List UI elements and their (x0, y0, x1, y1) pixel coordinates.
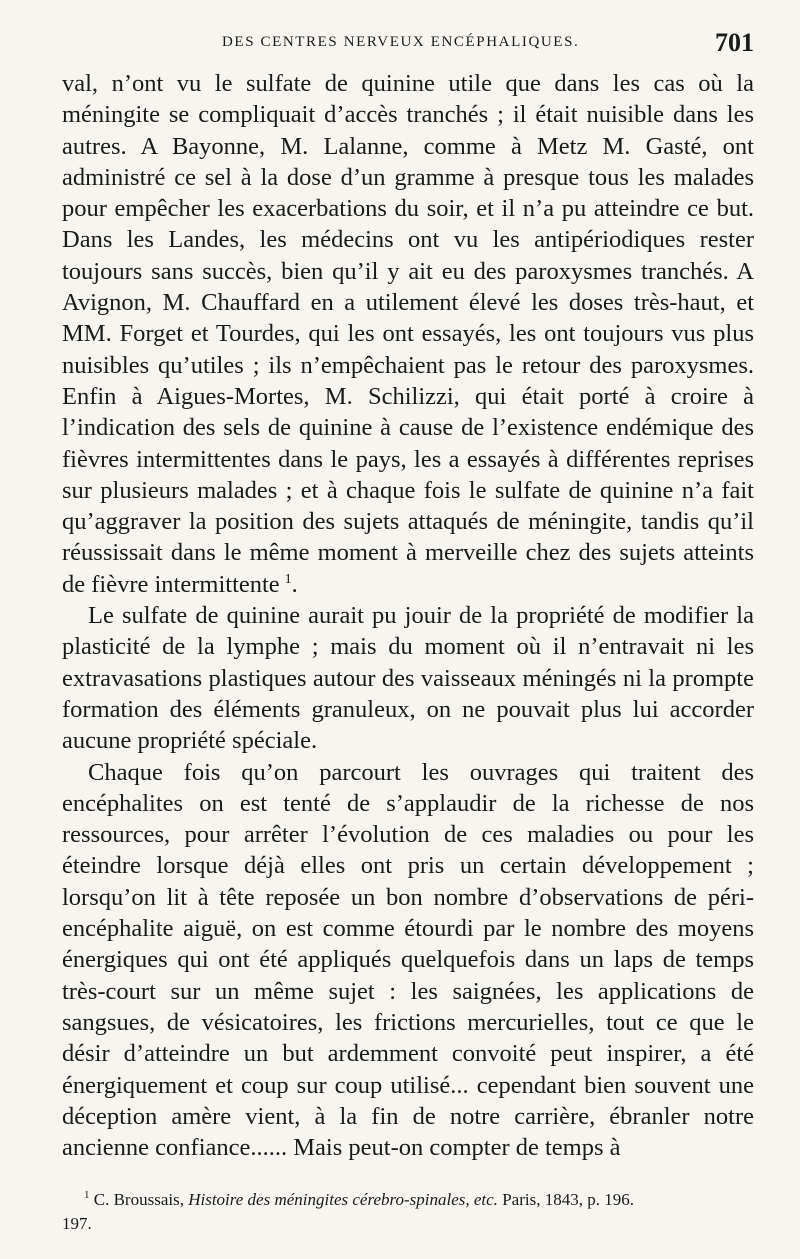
footnote-reference[interactable]: 1 (284, 571, 292, 587)
footnote-line (62, 1188, 754, 1212)
running-title: DES CENTRES NERVEUX ENCÉPHALIQUES. (222, 34, 580, 50)
footnote-place-date: Paris, 1843, p. 196. (502, 1190, 634, 1209)
paragraph-1-end: . (291, 570, 298, 598)
page-number: 701 (715, 28, 754, 57)
footnote-title: Histoire des méningites cérebro-spinales, etc. (188, 1190, 498, 1209)
footnote (62, 1188, 754, 1236)
body-text (62, 68, 754, 1163)
footnote-mark: 1 (84, 1189, 90, 1202)
running-head (62, 28, 754, 64)
paragraph-3: Chaque fois qu’on parcourt les ouvrages qui traitent des encéphalites on est tenté de s’applaudir de la richesse de nos ressources, pour arrêter l’évolution de ces maladies ou pour les éteindre lorsque déjà elles ont pris un certain développement ; lorsqu’on lit à tête reposée un bon nombre d’observations de péri-encéphalite aiguë, on est comme étourdi par le nombre des moyens énergiques qui ont été appliqués quelquefois dans un laps de temps très-court sur un même sujet : les saignées, les applications de sangsues, de vésicatoires, les frictions mercurielles, tout ce que le désir d’atteindre un but ardemment convoité peut inspirer, a été énergiquement et coup sur coup utilisé... cependant bien souvent une déception amère vient, à la fin de notre carrière, ébranler notre ancienne confiance...... Mais peut-on compter de temps à (62, 758, 754, 1162)
paragraph-1-text: val, n’ont vu le sulfate de quinine utile que dans les cas où la méningite se compliquait d’accès tranchés ; il était nuisible dans les autres. A Bayonne, M. Lalanne, comme à Metz M. Gasté, ont administré ce sel à la dose d’un gramme à presque tous les malades pour empêcher les exacerbations du soir, et il n’a pu atteindre ce but. Dans les Landes, les médecins ont vu les antipériodiques rester toujours sans succès, bien qu’il y ait eu des paroxysmes tranchés. A Avignon, M. Chauffard en a utilement élevé les doses très-haut, et MM. Forget et Tourdes, qui les ont essayés, les ont toujours vus plus nuisibles qu’utiles ; ils n’empêchaient pas le retour des paroxysmes. Enfin à Aigues-Mortes, M. Schilizzi, qui était porté à croire à l’indication des sels de quinine à cause de l’existence endémique des fièvres intermittentes dans le pays, les a essayés à différentes reprises sur plusieurs malades ; et à chaque fois le sulfate de quinine n’a fait qu’aggraver la position des sujets attaqués de méningite, tandis qu’il réussissait dans le même moment à merveille chez des sujets atteints de fièvre intermittente (62, 70, 754, 598)
paragraph-1 (62, 68, 754, 600)
footnote-continuation: 197. (62, 1214, 92, 1233)
paragraph-2: Le sulfate de quinine aurait pu jouir de la propriété de modifier la plasticité de la lymphe ; mais du moment où il n’entravait ni les extravasations plastiques autour des vaisseaux méningés ni la prompte formation des éléments granuleux, on ne pouvait plus lui accorder aucune propriété spéciale. (62, 602, 754, 755)
footnote-author: C. Broussais, (93, 1190, 184, 1209)
